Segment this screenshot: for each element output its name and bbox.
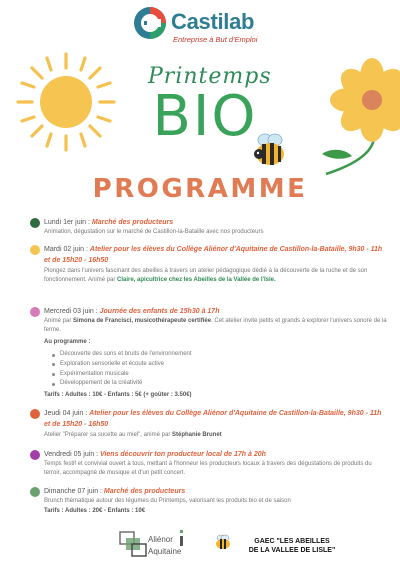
event-description: Animation, dégustation sur le marché de Castillon-la-Bataille avec nos producteurs xyxy=(44,229,264,235)
alienor-aquitaine-logo xyxy=(118,528,188,562)
sun-illustration xyxy=(14,50,118,154)
bee-icon xyxy=(250,132,290,168)
activity-list xyxy=(52,350,192,389)
logo-name: Castilab xyxy=(171,9,255,34)
event-prices: Tarifs : Adultes : 20€ - Enfants : 10€ xyxy=(44,508,146,514)
event-dot xyxy=(30,307,40,317)
list-item: Exploration sensorielle et écoute active xyxy=(52,360,192,370)
event-prices: Tarifs : Adultes : 10€ - Enfants : 5€ (+ goûter : 3.50€) xyxy=(44,392,192,398)
hero-big-word: BIO xyxy=(152,84,258,149)
event-dot xyxy=(30,450,40,460)
event-description: Plongez dans l'univers fascinant des abeilles à travers un atelier pédagogique dédié à la découverte de la ruche et de son fonctionnement. Animé par Claire, apicultrice chez les Abeilles de la Vallée de l'Isle. xyxy=(44,268,368,283)
castilab-logo xyxy=(133,6,283,48)
event-dot xyxy=(30,487,40,497)
event-dot xyxy=(30,218,40,228)
event-header: Lundi 1er juin : Marché des producteurs xyxy=(44,219,174,226)
hero-script-word: Printemps xyxy=(148,64,272,89)
event-header: Dimanche 07 juin : Marché des producteurs xyxy=(44,488,186,495)
event-header: Mardi 02 juin : Atelier pour les élèves du Collège Aliénor d'Aquitaine de Castillon-la-Bataille, 9h30 - 11h et de 15h20 - 16h50 xyxy=(44,246,383,264)
event-dot xyxy=(30,245,40,255)
alienor-line1: Aliénor xyxy=(148,535,173,544)
event-header: Jeudi 04 juin : Atelier pour les élèves du Collège Aliénor d'Aquitaine de Castillon-la-Bataille, 9h30 - 11h et de 15h20 - 16h50 xyxy=(44,410,382,428)
event-description: Atelier "Préparer sa sucette au miel", animé par Stéphanie Brunet xyxy=(44,432,222,438)
gaec-line1: GAEC "LES ABEILLES xyxy=(254,538,330,545)
event-description: Brunch thématique autour des légumes du Printemps, valorisant les produits bio et de saison xyxy=(44,498,291,504)
gaec-bee-icon xyxy=(214,534,232,550)
logo-tagline: Entreprise à But d'Emploi xyxy=(173,35,258,44)
gaec-line2: DE LA VALLEE DE LISLE" xyxy=(248,547,336,554)
castilab-logo-icon xyxy=(133,6,167,40)
event-dot xyxy=(30,409,40,419)
event-description: Animé par Simona de Francisci, musicothérapeute certifiée. Cet atelier invite petits et grands à explorer l'univers sonore de la ferme. xyxy=(44,318,387,333)
list-item: Découverte des sons et bruits de l'environnement xyxy=(52,350,192,360)
list-item: Développement de la créativité xyxy=(52,379,192,389)
list-item: Expérimentation musicale xyxy=(52,370,192,380)
programme-subheading: Au programme : xyxy=(44,339,91,345)
event-header: Mercredi 03 juin : Journée des enfants de 15h30 à 17h xyxy=(44,308,220,315)
programme-title: PROGRAMME xyxy=(92,174,308,204)
gaec-label xyxy=(232,537,352,555)
event-description: Temps festif et convivial ouvert à tous, mettant à l'honneur les producteurs locaux à travers des dégustations de produits du terroir, accompagné de musique et d'un petit concert. xyxy=(44,461,372,476)
alienor-line2: Aquitaine xyxy=(148,547,182,556)
flower-illustration xyxy=(308,56,400,176)
event-header: Vendredi 05 juin : Viens découvrir ton producteur local de 17h à 20h xyxy=(44,451,266,458)
